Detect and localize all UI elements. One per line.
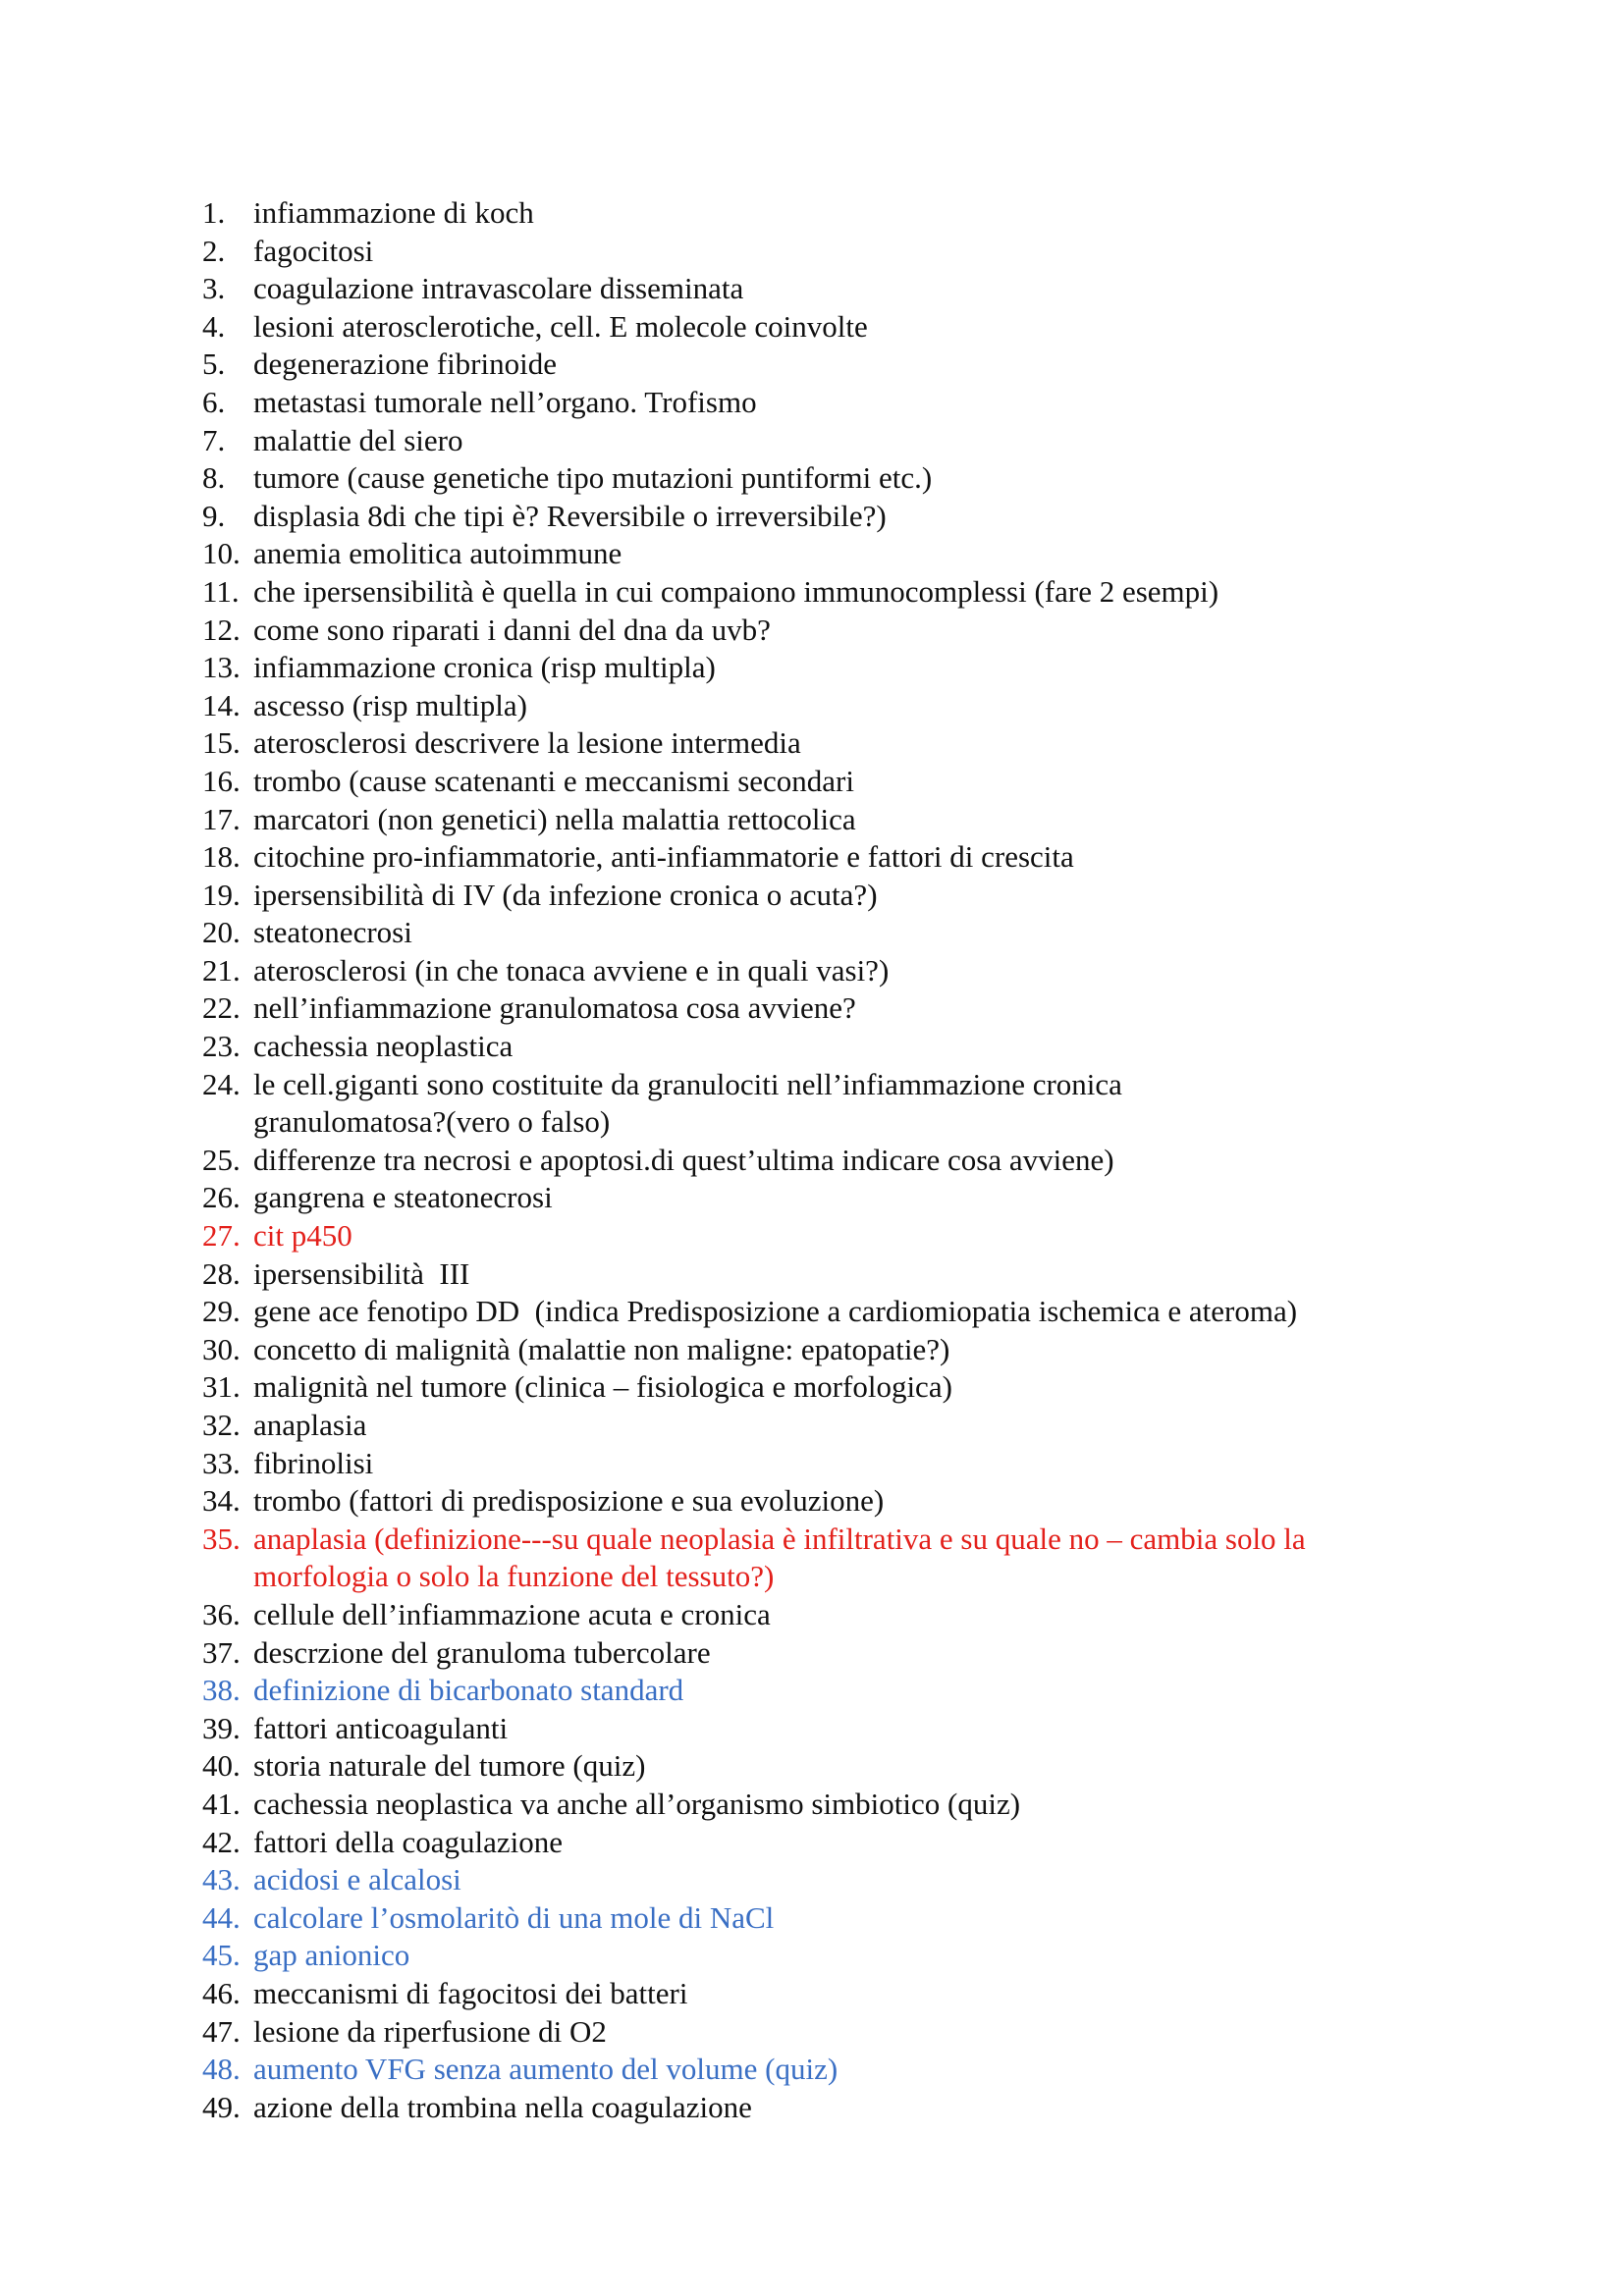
item-text: gene ace fenotipo DD (indica Predisposizione a cardiomiopatia ischemica e ateroma) — [253, 1294, 1298, 1329]
item-number: 28. — [202, 1255, 241, 1291]
item-number: 16. — [202, 763, 241, 798]
item-text: concetto di malignità (malattie non maligne: epatopatie?) — [253, 1331, 950, 1366]
item-text: malignità nel tumore (clinica – fisiologica e morfologica) — [253, 1369, 952, 1405]
list-item — [0, 1596, 1412, 1634]
list-item-highlighted-blue — [0, 1899, 1412, 1938]
item-text: tumore (cause genetiche tipo mutazioni puntiformi etc.) — [253, 460, 933, 496]
item-number: 5. — [202, 347, 226, 382]
list-item — [0, 384, 1412, 422]
item-number: 43. — [202, 1862, 241, 1897]
item-number: 20. — [202, 915, 241, 950]
item-text: aumento VFG senza aumento del volume (quiz) — [253, 2052, 839, 2087]
list-item-highlighted-red — [0, 1217, 1412, 1255]
item-text: aterosclerosi descrivere la lesione intermedia — [253, 725, 801, 761]
item-text: fattori anticoagulanti — [253, 1710, 509, 1745]
list-item — [0, 687, 1412, 725]
list-item — [0, 763, 1412, 801]
item-number: 14. — [202, 687, 241, 722]
item-text: cachessia neoplastica va anche all’organismo simbiotico (quiz) — [253, 1786, 1021, 1821]
item-text: come sono riparati i danni del dna da uvb? — [253, 612, 771, 647]
item-number: 22. — [202, 990, 241, 1026]
item-text: anaplasia (definizione---su quale neoplasia è infiltrativa e su quale no – cambia solo la — [253, 1521, 1306, 1556]
item-text: fagocitosi — [253, 233, 374, 268]
question-list — [0, 194, 1623, 2126]
list-item — [0, 1293, 1412, 1331]
item-number: 13. — [202, 650, 241, 685]
list-item-highlighted-blue — [0, 1937, 1412, 1975]
item-text: coagulazione intravascolare disseminata — [253, 271, 744, 306]
item-text: trombo (fattori di predisposizione e sua evoluzione) — [253, 1483, 885, 1519]
list-item — [0, 270, 1412, 308]
list-item — [0, 1445, 1412, 1483]
list-item — [0, 1368, 1412, 1407]
item-number: 48. — [202, 2052, 241, 2087]
item-text: lesioni aterosclerotiche, cell. E molecole coinvolte — [253, 308, 868, 344]
item-number: 19. — [202, 877, 241, 912]
item-text: displasia 8di che tipi è? Reversibile o irreversibile?) — [253, 498, 887, 533]
item-number: 8. — [202, 460, 226, 496]
list-item — [0, 1710, 1412, 1748]
list-item — [0, 1786, 1412, 1824]
list-item — [0, 989, 1412, 1028]
list-item — [0, 1255, 1412, 1294]
item-number: 35. — [202, 1521, 241, 1556]
list-item — [0, 1179, 1412, 1217]
item-number: 45. — [202, 1938, 241, 1973]
item-number: 31. — [202, 1369, 241, 1405]
item-number: 42. — [202, 1824, 241, 1859]
item-text: aterosclerosi (in che tonaca avviene e in quali vasi?) — [253, 952, 890, 988]
item-number: 30. — [202, 1331, 241, 1366]
list-item — [0, 308, 1412, 347]
list-item — [0, 2013, 1412, 2052]
list-item — [0, 952, 1412, 990]
item-text: gangrena e steatonecrosi — [253, 1180, 553, 1215]
item-number: 7. — [202, 422, 226, 457]
item-number: 6. — [202, 384, 226, 419]
item-text: anemia emolitica autoimmune — [253, 536, 622, 571]
item-number: 2. — [202, 233, 226, 268]
item-text-continuation: morfologia o solo la funzione del tessuto?) — [253, 1559, 775, 1594]
item-number: 34. — [202, 1483, 241, 1519]
item-number: 24. — [202, 1066, 241, 1101]
list-item — [0, 535, 1412, 573]
item-number: 38. — [202, 1673, 241, 1708]
item-text: che ipersensibilità è quella in cui compaiono immunocomplessi (fare 2 esempi) — [253, 573, 1219, 609]
item-number: 40. — [202, 1748, 241, 1784]
item-number: 36. — [202, 1596, 241, 1631]
list-item — [0, 838, 1412, 877]
item-number: 1. — [202, 195, 226, 230]
item-text: calcolare l’osmolaritò di una mole di NaCl — [253, 1899, 775, 1935]
list-item-highlighted-blue — [0, 1861, 1412, 1899]
item-text: le cell.giganti sono costituite da granulociti nell’infiammazione cronica — [253, 1066, 1122, 1101]
item-text: cit p450 — [253, 1218, 352, 1254]
item-text: malattie del siero — [253, 422, 463, 457]
list-item — [0, 194, 1412, 233]
item-number: 12. — [202, 612, 241, 647]
list-item — [0, 1066, 1412, 1142]
item-text: meccanismi di fagocitosi dei batteri — [253, 1975, 688, 2010]
item-text: ascesso (risp multipla) — [253, 687, 527, 722]
list-item — [0, 1482, 1412, 1521]
item-number: 25. — [202, 1142, 241, 1177]
item-text: steatonecrosi — [253, 915, 412, 950]
list-item — [0, 1634, 1412, 1673]
item-number: 23. — [202, 1029, 241, 1064]
item-number: 3. — [202, 271, 226, 306]
list-item — [0, 233, 1412, 271]
item-text: definizione di bicarbonato standard — [253, 1673, 684, 1708]
list-item — [0, 459, 1412, 498]
item-text: trombo (cause scatenanti e meccanismi secondari — [253, 763, 854, 798]
item-text: cellule dell’infiammazione acuta e cronica — [253, 1596, 771, 1631]
item-text: fattori della coagulazione — [253, 1824, 564, 1859]
item-number: 4. — [202, 308, 226, 344]
item-text: ipersensibilità III — [253, 1255, 470, 1291]
list-item — [0, 1028, 1412, 1066]
item-number: 26. — [202, 1180, 241, 1215]
item-text: marcatori (non genetici) nella malattia rettocolica — [253, 801, 856, 836]
item-number: 29. — [202, 1294, 241, 1329]
item-number: 46. — [202, 1975, 241, 2010]
list-item — [0, 498, 1412, 536]
item-number: 41. — [202, 1786, 241, 1821]
item-text: descrzione del granuloma tubercolare — [253, 1634, 711, 1670]
list-item — [0, 724, 1412, 763]
list-item — [0, 1331, 1412, 1369]
list-item — [0, 573, 1412, 612]
item-text: infiammazione di koch — [253, 195, 534, 230]
list-item — [0, 877, 1412, 915]
item-number: 33. — [202, 1445, 241, 1480]
item-text: azione della trombina nella coagulazione — [253, 2089, 752, 2124]
list-item — [0, 1407, 1412, 1445]
list-item — [0, 1824, 1412, 1862]
item-number: 37. — [202, 1634, 241, 1670]
item-number: 9. — [202, 498, 226, 533]
item-number: 47. — [202, 2013, 241, 2049]
item-text: lesione da riperfusione di O2 — [253, 2013, 607, 2049]
list-item-highlighted-blue — [0, 2051, 1412, 2089]
item-number: 44. — [202, 1899, 241, 1935]
item-text: gap anionico — [253, 1938, 410, 1973]
item-text: cachessia neoplastica — [253, 1029, 514, 1064]
item-text: ipersensibilità di IV (da infezione cronica o acuta?) — [253, 877, 878, 912]
list-item — [0, 649, 1412, 687]
list-item-highlighted-red — [0, 1521, 1412, 1596]
list-item — [0, 346, 1412, 384]
item-number: 21. — [202, 952, 241, 988]
item-text: differenze tra necrosi e apoptosi.di quest’ultima indicare cosa avviene) — [253, 1142, 1114, 1177]
list-item-highlighted-blue — [0, 1672, 1412, 1710]
item-number: 15. — [202, 725, 241, 761]
list-item — [0, 1975, 1412, 2013]
item-text: metastasi tumorale nell’organo. Trofismo — [253, 384, 757, 419]
list-item — [0, 422, 1412, 460]
list-item — [0, 2089, 1412, 2127]
list-item — [0, 801, 1412, 839]
item-number: 17. — [202, 801, 241, 836]
item-text: citochine pro-infiammatorie, anti-infiammatorie e fattori di crescita — [253, 839, 1074, 875]
list-item — [0, 1747, 1412, 1786]
item-number: 10. — [202, 536, 241, 571]
item-number: 39. — [202, 1710, 241, 1745]
list-item — [0, 914, 1412, 952]
item-number: 49. — [202, 2089, 241, 2124]
item-text-continuation: granulomatosa?(vero o falso) — [253, 1104, 611, 1140]
item-number: 18. — [202, 839, 241, 875]
list-item — [0, 1142, 1412, 1180]
item-text: degenerazione fibrinoide — [253, 347, 557, 382]
list-item — [0, 612, 1412, 650]
item-text: fibrinolisi — [253, 1445, 374, 1480]
item-number: 32. — [202, 1408, 241, 1442]
item-number: 27. — [202, 1218, 241, 1254]
item-text: storia naturale del tumore (quiz) — [253, 1748, 646, 1784]
item-text: anaplasia — [253, 1408, 367, 1442]
item-text: nell’infiammazione granulomatosa cosa avviene? — [253, 990, 856, 1026]
item-text: infiammazione cronica (risp multipla) — [253, 650, 716, 685]
item-number: 11. — [202, 573, 240, 609]
item-text: acidosi e alcalosi — [253, 1862, 461, 1897]
